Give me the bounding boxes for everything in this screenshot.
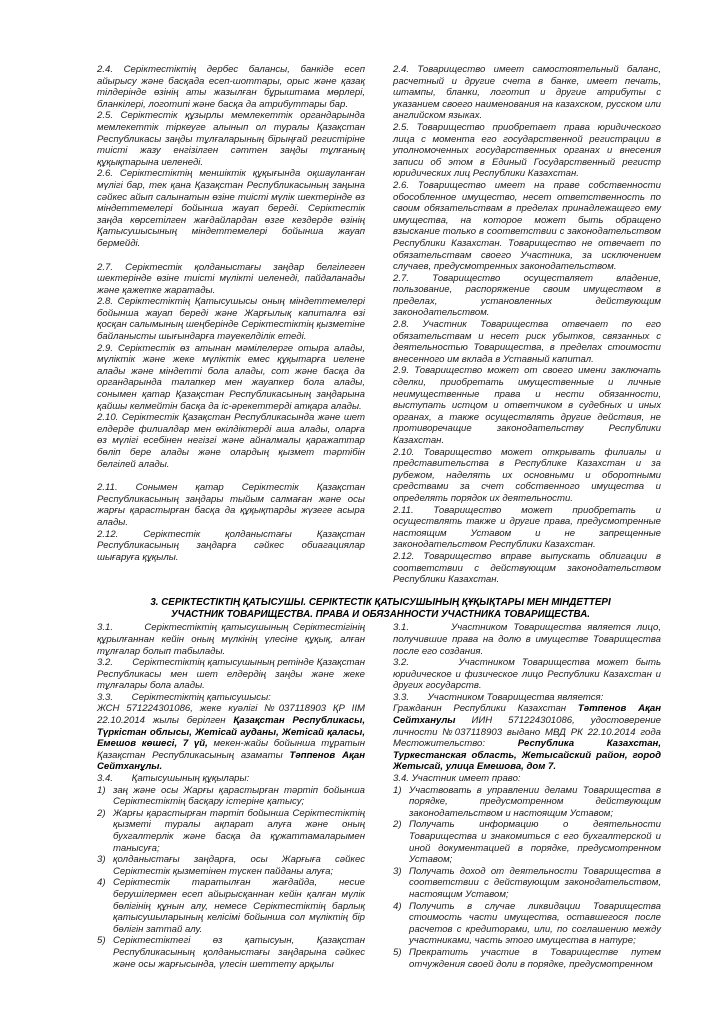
- participant-name-bold: Тәппенов Ақан Сейтханұлы.: [97, 749, 365, 773]
- participant-name-bold: Тәтпенов Ақан Сейтханулы: [393, 703, 661, 727]
- list-item-text: Жарғы қарастырған тәртіп бойынша Серіктестіктің қызметі туралы ақпарат алуға және оның бухгалтерлік және басқа да құжаттамаларымен танысуға;: [113, 807, 365, 854]
- list-item: [393, 785, 661, 820]
- list-item-text: Получить в случае ликвидации Товарищества стоимость части имущества, оставшегося после расчетов с кредиторами, или, по соглашению между участниками, часть этого имущества в натуре;: [409, 900, 661, 947]
- ru-column-section3: [393, 622, 661, 970]
- list-item-text: Участвовать в управлении делами Товарищества в порядке, предусмотренном действующим законодательством и настоящим Уставом;: [409, 784, 661, 819]
- list-item: [97, 935, 365, 970]
- kk-column-section2: [97, 64, 365, 586]
- paragraph: 3.3. Участником Товарищества является:: [393, 691, 604, 703]
- paragraph: 3.1. Серіктестіктің қатысушының Серіктестігінің құрылғаннан кейін оның мүлкінің үлесіне құқық, алған тұлғалар болып табылады.: [97, 622, 365, 657]
- section2-columns: [97, 64, 664, 586]
- paragraph: 3.2. Серіктестіктің қатысушының ретінде Қазақстан Республикасы мен шет елдердің заңды және жеке тұлғалары бола алады.: [97, 657, 365, 692]
- paragraph: 2.6. Серіктестіктің меншіктік құқығында оқшауланған мүлігі бар, тек қана Қазақстан Республикасының заңына сәйкес айып салынатын өзіне тиісті мүлік шектерінде өз міндеттемелері бойынша жауап береді. Серіктестік заңда көрсетілген жағдайлардан өзге кездерде өзінің Қатысушысының міндеттемелері бойынша жауап бермейді.: [97, 168, 365, 249]
- list-item-text: қолданыстағы заңдарға, осы Жарғыға сәйкес Серіктестік қызметінен түскен пайданы алуға;: [113, 854, 365, 877]
- list-item-number: 4): [393, 900, 402, 912]
- list-item-number: 4): [97, 877, 106, 889]
- paragraph: 2.7. Серіктестік қолданыстағы заңдар белгілеген шектерінде өзіне тиісті мүлікті иеленеді, пайдаланады және қажетке жаратады.: [97, 261, 365, 296]
- paragraph: 2.4. Товарищество имеет самостоятельный баланс, расчетный и другие счета в банке, имеет печать, штампы, бланки, логотип и другие атрибуты с указанием своего наименования на казахском, русском или английском языках.: [393, 64, 661, 122]
- participant-details-ru: [393, 703, 661, 773]
- list-item-text: Получать доход от деятельности Товарищества в соответствии с действующим законодательством, настоящим Уставом;: [409, 865, 661, 900]
- paragraph: 2.5. Товарищество приобретает права юридического лица с момента его государственной регистрации в уполномоченных государственных органах и внесения записи об этом в Единый Государственный регистр юридических лиц Республики Казахстан.: [393, 121, 661, 180]
- list-item-number: 3): [393, 865, 402, 877]
- address-bold: Қазақстан Республикасы, Түркістан облысы, Жетісай ауданы, Жетісай қаласы, Емешов көшесі, 7 үй,: [97, 715, 365, 750]
- paragraph: 2.7. Товарищество осуществляет владение, пользование, распоряжение своим имуществом в пределах, установленных действующим законодательством.: [393, 272, 661, 319]
- list-item: [97, 808, 365, 854]
- list-item-number: 2): [393, 819, 402, 831]
- list-item-number: 5): [97, 935, 106, 947]
- list-item: [393, 901, 661, 947]
- list-item: [97, 785, 365, 808]
- paragraph: 2.5. Серіктестік құзырлы мемлекеттік органдарында мемлекеттік тіркеуге алынып ол туралы Қазақстан Республикасы заңды тұлғаларының бірыңғай регистіріне тиісті жазу енгізілген сәттен заңды тұлғаның құқықтарына иеленеді.: [97, 110, 365, 168]
- paragraph: 2.10. Товарищество может открывать филиалы и представительства в Республике Казахстан и за рубежом, наделять их основными и оборотными средствами за счет собственного имущества и определять порядок их деятельности.: [393, 446, 661, 504]
- paragraph: 3.4. Участник имеет право:: [393, 773, 521, 785]
- paragraph: 2.12. Товарищество вправе выпускать облигации в соответствии с действующим законодательством Республики Казахстан.: [393, 550, 661, 586]
- list-item: [393, 947, 661, 970]
- list-item-number: 3): [97, 854, 106, 866]
- list-item-number: 1): [393, 784, 402, 796]
- paragraph: 2.6. Товарищество имеет на праве собственности обособленное имущество, несет ответственность по своим обязательствам в пределах принадлежащего ему имущества, на которое может быть обращено взыскание только в соответствии с законодательством Республики Казахстан. Товарищество не отвечает по обязательствам своего Участника, за исключением случаев, предусмотренных законодательством.: [393, 179, 661, 273]
- section3-heading-ru: УЧАСТНИК ТОВАРИЩЕСТВА. ПРАВА И ОБЯЗАННОСТИ УЧАСТНИКА ТОВАРИЩЕСТВА.: [170, 608, 591, 620]
- section3-heading: [97, 597, 664, 621]
- list-item-text: Серіктестік таратылған жағдайда, несие берушілермен есеп айырысқаннан кейін қалған мүлік бөлігінің құнын алу, немесе Серіктестіктің барлық қатысушыларының келісімі бойынша сол мүліктің бір бөлігін заттай алу.: [113, 877, 365, 935]
- text-run: мекен-жайы бойынша тұратын Қазақстан Республикасының азаматы: [97, 738, 365, 761]
- list-item-text: Получать информацию о деятельности Товарищества и знакомиться с его бухгалтерской и иной документацией в порядке, предусмотренном Уставом;: [409, 819, 661, 866]
- list-item: [393, 866, 661, 901]
- paragraph: 2.8. Участник Товарищества отвечает по его обязательствам и несет риск убытков, связанных с деятельностью Товарищества, в пределах стоимости внесенного им вклада в Уставный капитал.: [393, 319, 661, 365]
- paragraph: 2.12. Серіктестік қолданыстағы Қазақстан Республикасының заңдарға сәйкес обиагациялар шығаруға құқылы.: [97, 528, 365, 563]
- list-item-text: заң және осы Жарғы қарастырған тәртіп бойынша Серіктестіктің басқару істеріне қатысу;: [113, 784, 365, 808]
- participant-details-kk: [97, 703, 365, 773]
- address-bold: Республика Казахстан, Туркестанская область, Жетысайский район, город Жетысай, улица Емешова, дом 7.: [393, 738, 661, 773]
- paragraph: 3.1. Участником Товарищества является лицо, получившие права на долю в имуществе Товарищества после его создания.: [393, 622, 661, 657]
- list-item-text: Прекратить участие в Товариществе путем отчуждения своей доли в порядке, предусмотренном: [409, 946, 661, 970]
- paragraph: 2.11. Сонымен қатар Серіктестік Қазақстан Республикасының заңдары тыйым салмаған және осы жарғы қарастырған басқа да құқықтарды жүзеге асыра алады.: [97, 482, 365, 528]
- text-run: Гражданин Республики Казахстан: [393, 703, 578, 715]
- list-item: [393, 819, 661, 865]
- list-item-number: 1): [97, 784, 106, 796]
- list-item-number: 2): [97, 807, 106, 819]
- list-item-number: 5): [393, 946, 402, 958]
- list-item-text: Серіктестіктегі өз қатысуын, Қазақстан Республикасының қолданыстағы заңдарына сәйкес және осы жарғысында, үлесін шеттету арқылы: [113, 935, 365, 970]
- text-run: ЖСН 571224301086, жеке куәлігі №037118903 ҚР ІІМ 22.10.2014 жылы берілген: [97, 703, 365, 727]
- paragraph: 2.4. Серіктестіктің дербес балансы, банкіде есеп айырысу және басқада есеп-шоттары, орыс және қазақ тілдерінде өзінің аты жазылған бұрыштама мөрлері, бланкілері, логотипі және басқа да атрибуттары бар.: [97, 64, 365, 110]
- kk-column-section3: [97, 622, 365, 970]
- section3-heading-kk: 3. СЕРІКТЕСТІКТІҢ ҚАТЫСУШЫ. СЕРІКТЕСТІК ҚАТЫСУШЫНЫҢ ҚҰҚЫҚТАРЫ МЕН МІНДЕТТЕРІ: [150, 596, 611, 608]
- list-item: [97, 854, 365, 877]
- paragraph: 2.11. Товарищество может приобретать и осуществлять также и другие права, предусмотренные настоящим Уставом и не запрещенные законодательством Республики Казахстан.: [393, 504, 661, 551]
- paragraph: 2.10. Серіктестік Қазақстан Республикасында және шет елдерде филиалдар мен өкілдіктерді аша алады, оларға өз мүлігі есебінен негізгі және айналмалы қаражаттар бөліп бере алады және олардың қызмет тәртібін белгілей алады.: [97, 412, 365, 470]
- list-item: [97, 877, 365, 935]
- paragraph: 3.3. Серіктестіктің қатысушысы:: [97, 691, 271, 703]
- paragraph: 2.9. Серіктестік өз атынан мәмілелерге отыра алады, мүліктік және жеке мүліктік емес құқытарға иелене алады және міндетті бола алады, сот және басқа да органдарында талапкер мен жауапкер бола алады, сонымен қатар Қазақстан Республикасының заңдарына қайшы келмейтін басқа да іс-әрекеттерді атқара алады.: [97, 342, 365, 412]
- text-run: ИИН 571224301086, удостоверение личности №037118903 выдано МВД РК 22.10.2014 года Местожительство:: [393, 715, 661, 750]
- paragraph: 2.8. Серіктестіктің Қатысушысы оның міндеттемелері бойынша жауап береді және Жарғылық капиталға өзі қосқан салымының шеңберінде Серіктестіктің қызметіне байланысты шығындарға тәуекелділік етеді.: [97, 296, 365, 343]
- ru-column-section2: [393, 64, 661, 586]
- paragraph: 3.4. Қатысушының құқылары:: [97, 773, 250, 785]
- section3-columns: [97, 622, 664, 970]
- paragraph: 3.2. Участником Товарищества может быть юридическое и физическое лицо Республики Казахстан и других государств.: [393, 657, 661, 692]
- paragraph: 2.9. Товарищество может от своего имени заключать сделки, приобретать имущественные и личные неимущественные права и нести обязанности, выступать истцом и ответчиком в судебных и иных органах, а также осуществлять другие действия, не противоречащие законодательству Республики Казахстан.: [393, 365, 661, 446]
